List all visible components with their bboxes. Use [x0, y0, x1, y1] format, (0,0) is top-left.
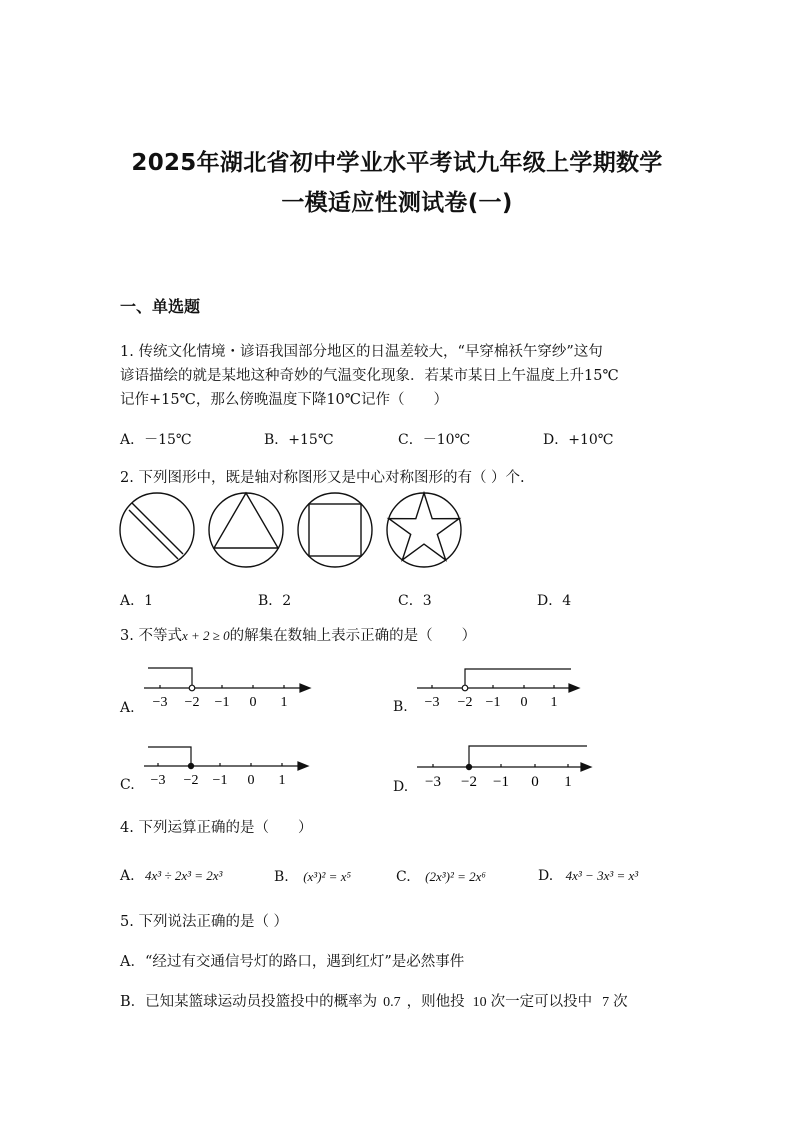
tick-d-5: 1	[564, 774, 572, 790]
q4-option-a-label: A.	[120, 868, 135, 884]
tick-b-1: −3	[424, 695, 440, 710]
q5-b-prob: 0.7	[383, 995, 401, 1010]
q4-option-a	[120, 868, 222, 884]
tick-d-2: −2	[461, 774, 477, 790]
q4-option-b-label: B.	[274, 869, 289, 885]
q2-option-c: C．3	[398, 593, 432, 609]
q2-option-d: D．4	[537, 593, 572, 609]
q4-option-d-label: D.	[538, 868, 554, 884]
tick-c-5: 1	[278, 773, 286, 788]
q3-stem-after: 的解集在数轴上表示正确的是（ ）	[229, 628, 477, 644]
q3-option-d-label: D.	[393, 779, 409, 795]
q1-option-a: A．－15℃	[120, 432, 192, 448]
tick-c-4: 0	[247, 773, 255, 788]
q3-option-c-label: C.	[120, 777, 135, 793]
section-heading: 一、单选题	[120, 297, 201, 316]
circle-triangle-figure	[209, 493, 283, 567]
q4-option-b	[274, 869, 351, 885]
circle-diagonal-figure	[120, 493, 194, 567]
q3-numberline-d	[413, 738, 598, 790]
q4-option-a-math: 4x³ ÷ 2x³ = 2x³	[145, 868, 223, 883]
q1-option-c: C．－10℃	[398, 432, 471, 448]
q5-stem: 5. 下列说法正确的是（ ）	[120, 914, 289, 930]
q4-option-c-math: (2x³)² = 2x⁶	[425, 869, 486, 884]
tick-a-1: −3	[152, 695, 168, 710]
tick-d-4: 0	[531, 774, 539, 790]
q3-option-a-label: A.	[120, 700, 135, 716]
q1-line1: 1. 传统文化情境・谚语我国部分地区的日温差较大，“早穿棉袄午穿纱”这句	[120, 344, 603, 360]
q3-numberline-c	[140, 738, 320, 788]
tick-a-3: −1	[214, 695, 230, 710]
tick-a-5: 1	[280, 695, 288, 710]
q1-option-b: B．+15℃	[264, 432, 334, 448]
q3-stem-before: 3. 不等式	[120, 628, 182, 644]
tick-c-1: −3	[150, 773, 166, 788]
tick-a-2: −2	[184, 695, 200, 710]
tick-b-2: −2	[457, 695, 473, 710]
q4-option-c	[396, 869, 486, 885]
tick-a-4: 0	[249, 695, 257, 710]
q5-b-part2: ，则他投	[406, 994, 465, 1010]
q5-b-part1: B．已知某篮球运动员投篮投中的概率为	[120, 994, 378, 1010]
q1-line2: 谚语描绘的就是某地这种奇妙的气温变化现象．若某市某日上午温度上升15℃	[120, 368, 619, 384]
circle-star-figure	[387, 493, 461, 567]
q4-stem: 4. 下列运算正确的是（ ）	[120, 820, 313, 836]
q3-stem	[120, 624, 476, 648]
q2-stem: 2. 下列图形中，既是轴对称图形又是中心对称图形的有（ ）个.	[120, 470, 525, 486]
q4-option-c-label: C.	[396, 869, 411, 885]
q4-option-d-math: 4x³ − 3x³ = x³	[565, 868, 639, 883]
q5-b-part3: 次一定可以投中	[490, 994, 593, 1010]
q3-inequality: x + 2 ≥ 0	[181, 628, 230, 643]
circle-square-figure	[298, 493, 372, 567]
tick-b-5: 1	[550, 695, 558, 710]
tick-c-3: −1	[212, 773, 228, 788]
tick-d-1: −3	[425, 774, 441, 790]
q5-b-part4: 次	[613, 994, 628, 1010]
q4-option-d	[538, 868, 638, 884]
q3-option-b-label: B.	[393, 699, 408, 715]
q5-b-hits: 7	[602, 995, 610, 1010]
q2-option-b: B．2	[258, 593, 292, 609]
tick-b-4: 0	[520, 695, 528, 710]
tick-b-3: −1	[485, 695, 501, 710]
q5-option-b	[120, 990, 628, 1015]
q3-numberline-a	[140, 660, 320, 710]
q3-numberline-b	[413, 660, 588, 710]
doc-title-line1: 2025年湖北省初中学业水平考试九年级上学期数学	[131, 150, 663, 176]
q1-line3: 记作+15℃，那么傍晚温度下降10℃记作（ ）	[120, 392, 448, 408]
q2-figures	[116, 490, 468, 572]
q1-option-d: D．+10℃	[543, 432, 614, 448]
q2-option-a: A．1	[120, 593, 154, 609]
q5-b-shots: 10	[472, 995, 487, 1010]
tick-d-3: −1	[493, 774, 509, 790]
q4-option-b-math: (x³)² = x⁵	[303, 869, 351, 884]
doc-title-line2: 一模适应性测试卷(一)	[281, 190, 513, 216]
q5-option-a: A．“经过有交通信号灯的路口，遇到红灯”是必然事件	[120, 954, 465, 970]
tick-c-2: −2	[183, 773, 199, 788]
